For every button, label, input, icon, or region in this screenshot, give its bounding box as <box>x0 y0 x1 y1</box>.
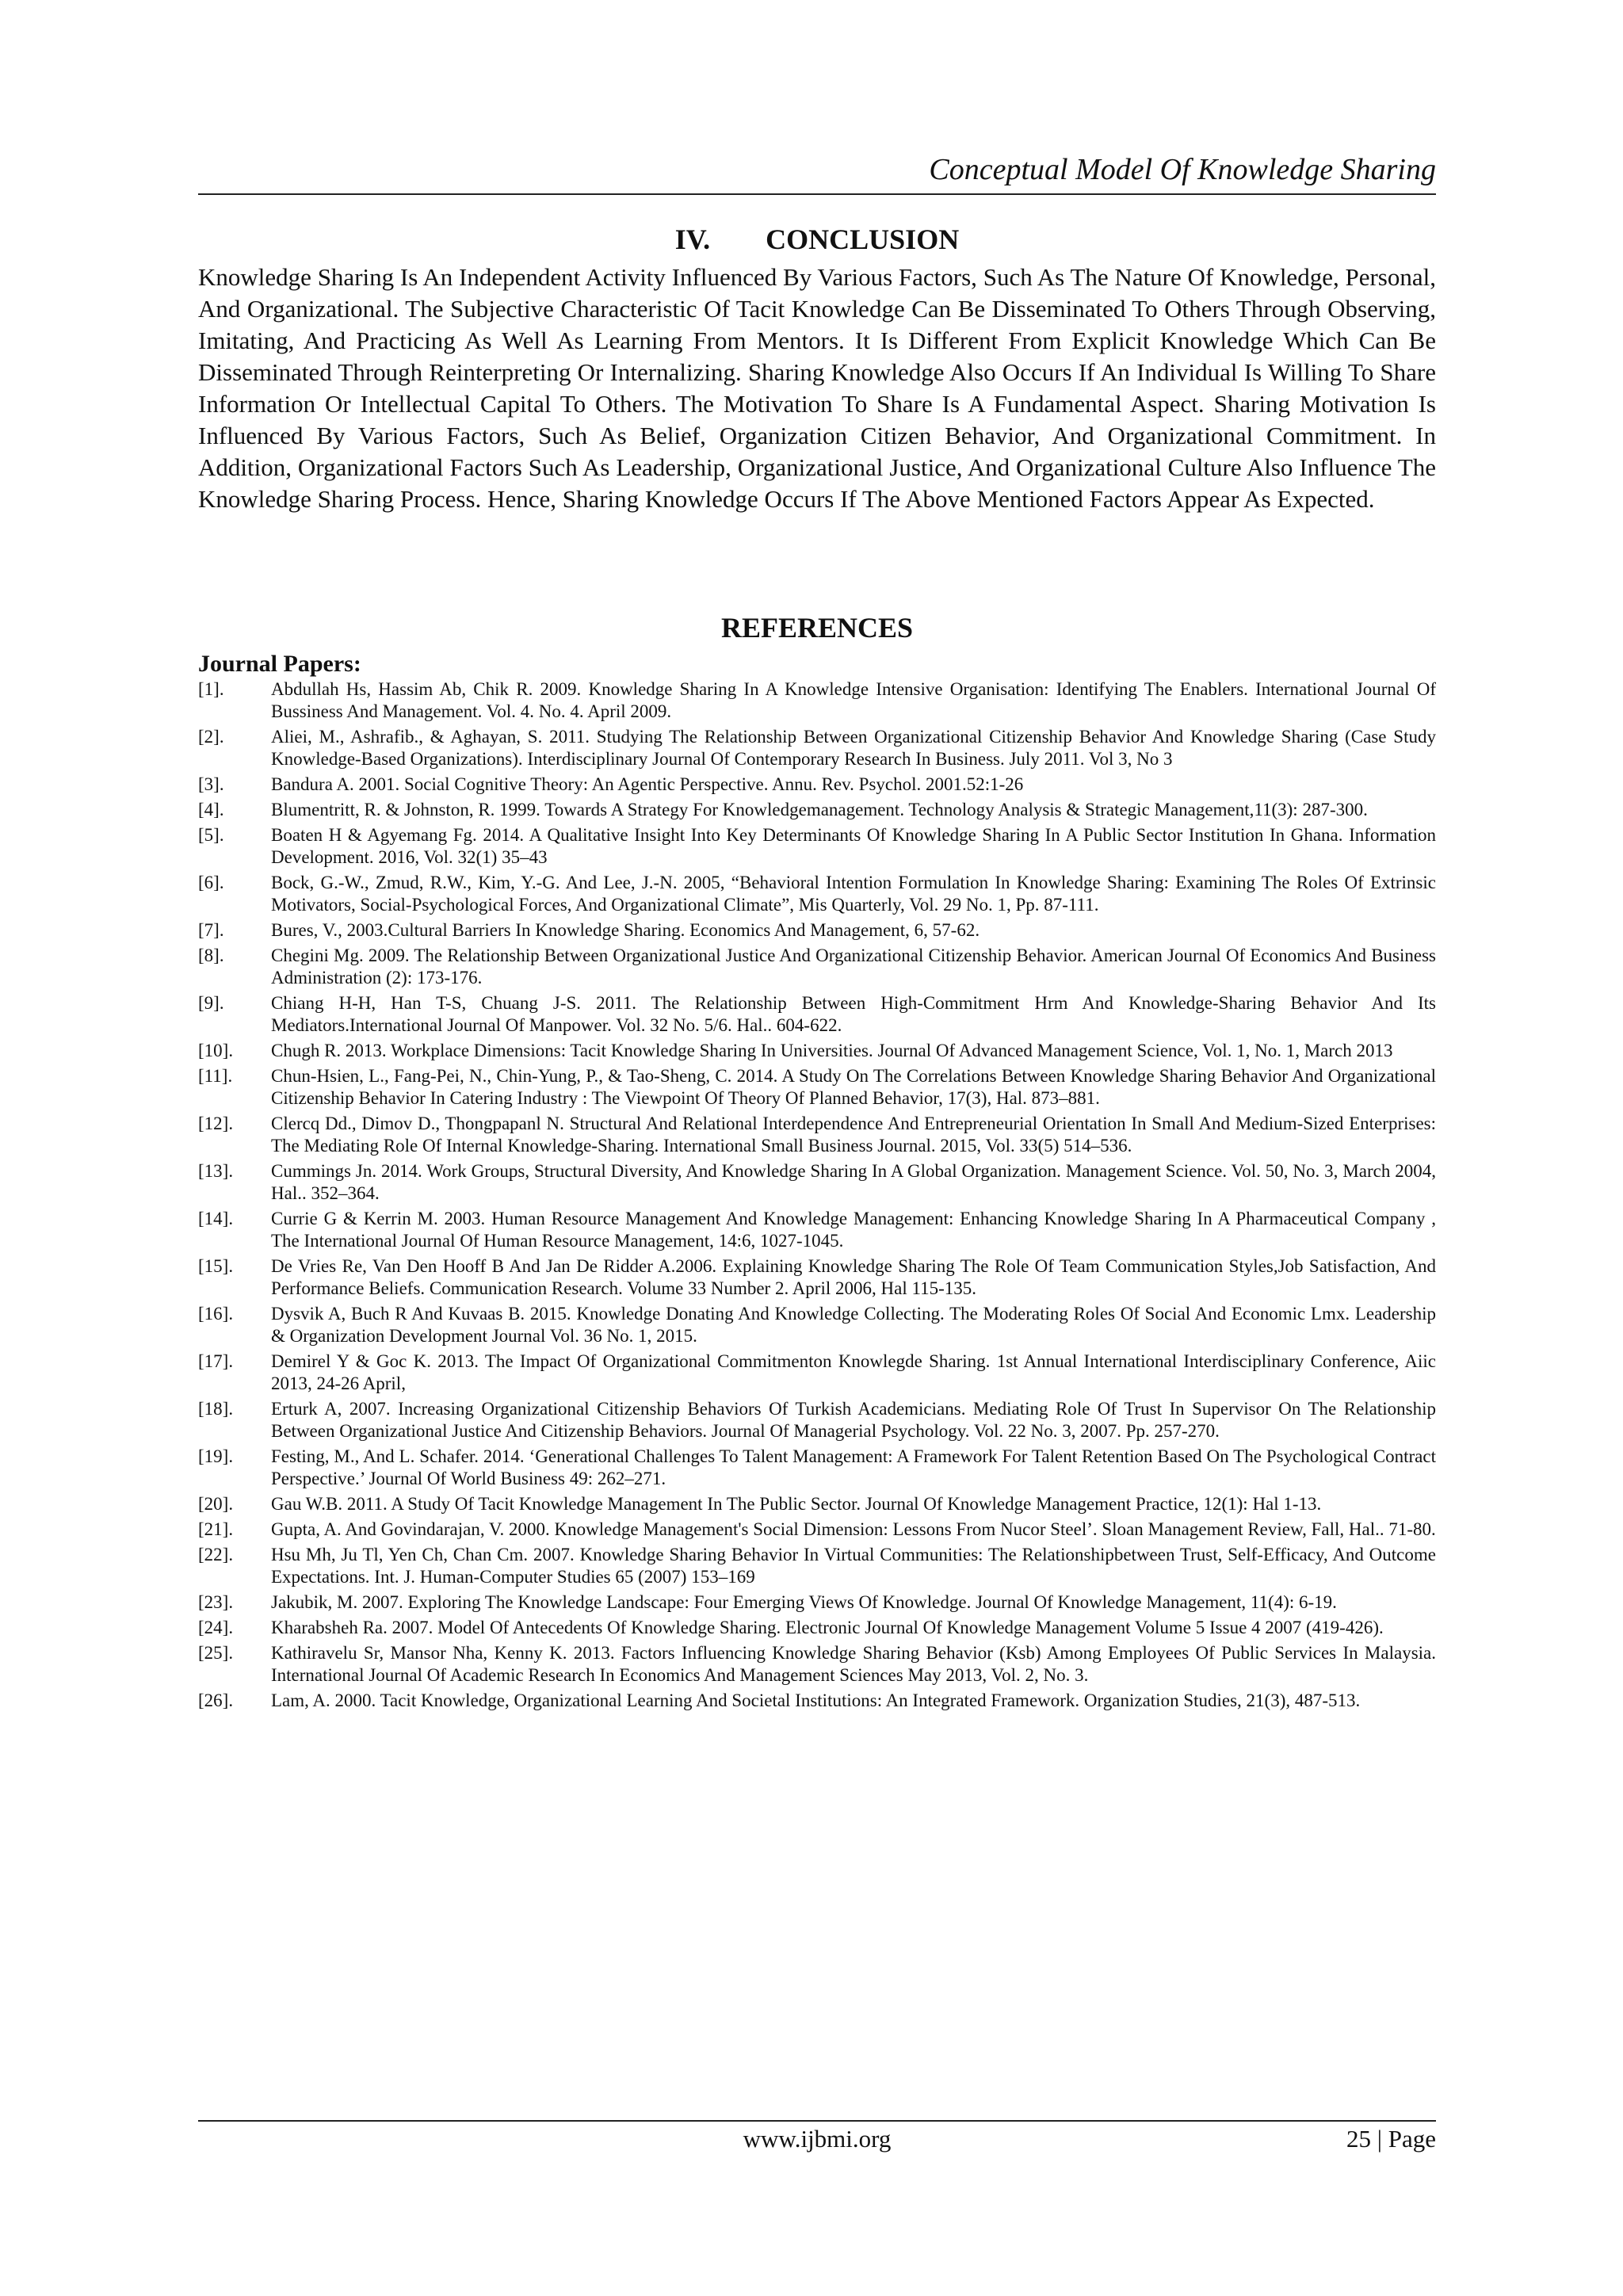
reference-item <box>198 1642 1436 1687</box>
reference-text: Bock, G.-W., Zmud, R.W., Kim, Y.-G. And Lee, J.-N. 2005, “Behavioral Intention Formulation In Knowledge Sharing: Examining The Roles Of Extrinsic Motivators, Social-Psychological Forces, And Organizational Climate”, Mis Quarterly, Vol. 29 No. 1, Pp. 87-111. <box>271 873 1436 915</box>
reference-item <box>198 1160 1436 1205</box>
reference-number: [5]. <box>198 825 224 845</box>
reference-item <box>198 1446 1436 1490</box>
reference-text: Kathiravelu Sr, Mansor Nha, Kenny K. 2013. Factors Influencing Knowledge Sharing Behavior (Ksb) Among Employees Of Public Services In Malaysia. International Journal Of Academic Research In Economics And Management Sciences May 2013, Vol. 2, No. 3. <box>271 1643 1436 1685</box>
reference-number: [12]. <box>198 1114 234 1133</box>
reference-item <box>198 799 1436 821</box>
reference-item <box>198 1040 1436 1062</box>
running-title: Conceptual Model Of Knowledge Sharing <box>929 153 1436 186</box>
reference-item <box>198 1591 1436 1614</box>
section-heading <box>198 222 1436 257</box>
reference-text: Jakubik, M. 2007. Exploring The Knowledge Landscape: Four Emerging Views Of Knowledge. Journal Of Knowledge Management, 11(4): 6-19. <box>271 1592 1337 1612</box>
reference-number: [22]. <box>198 1545 234 1564</box>
reference-number: [1]. <box>198 679 224 699</box>
journal-papers-subheading: Journal Papers: <box>198 651 361 677</box>
reference-item <box>198 1617 1436 1639</box>
reference-text: Chun-Hsien, L., Fang-Pei, N., Chin-Yung, P., & Tao-Sheng, C. 2014. A Study On The Correlations Between Knowledge Sharing Behavior And Organizational Citizenship Behavior In Catering Industry : The Viewpoint Of Theory Of Planned Behavior, 17(3), Hal. 873–881. <box>271 1066 1436 1108</box>
section-title: CONCLUSION <box>766 223 960 255</box>
reference-text: Demirel Y & Goc K. 2013. The Impact Of Organizational Commitmenton Knowlegde Sharing. 1st Annual International Interdisciplinary Conference, Aiic 2013, 24-26 April, <box>271 1351 1436 1393</box>
reference-item <box>198 1303 1436 1347</box>
reference-number: [9]. <box>198 993 224 1013</box>
reference-text: Chiang H-H, Han T-S, Chuang J-S. 2011. The Relationship Between High-Commitment Hrm And Knowledge-Sharing Behavior And Its Mediators.International Journal Of Manpower. Vol. 32 No. 5/6. Hal.. 604-622. <box>271 993 1436 1035</box>
reference-item <box>198 1690 1436 1712</box>
reference-text: De Vries Re, Van Den Hooff B And Jan De Ridder A.2006. Explaining Knowledge Sharing The Role Of Team Communication Styles,Job Satisfaction, And Performance Beliefs. Communication Research. Volume 33 Number 2. April 2006, Hal 115-135. <box>271 1256 1436 1298</box>
reference-number: [2]. <box>198 727 224 747</box>
reference-text: Clercq Dd., Dimov D., Thongpapanl N. Structural And Relational Interdependence And Entrepreneurial Orientation In Small And Medium-Sized Enterprises: The Mediating Role Of Internal Knowledge-Sharing. International Small Business Journal. 2015, Vol. 33(5) 514–536. <box>271 1114 1436 1156</box>
reference-text: Aliei, M., Ashrafib., & Aghayan, S. 2011. Studying The Relationship Between Organizational Citizenship Behavior And Knowledge Sharing (Case Study Knowledge-Based Organizations). Interdisciplinary Journal Of Contemporary Research In Business. July 2011. Vol 3, No 3 <box>271 727 1436 769</box>
reference-text: Gupta, A. And Govindarajan, V. 2000. Knowledge Management's Social Dimension: Lessons From Nucor Steel’. Sloan Management Review, Fall, Hal.. 71-80. <box>271 1519 1436 1539</box>
section-number: IV. <box>674 223 711 255</box>
footer-url[interactable]: www.ijbmi.org <box>743 2125 892 2153</box>
reference-item <box>198 726 1436 770</box>
reference-text: Gau W.B. 2011. A Study Of Tacit Knowledge Management In The Public Sector. Journal Of Knowledge Management Practice, 12(1): Hal 1-13. <box>271 1494 1322 1514</box>
reference-text: Chugh R. 2013. Workplace Dimensions: Tacit Knowledge Sharing In Universities. Journal Of Advanced Management Science, Vol. 1, No. 1, March 2013 <box>271 1041 1393 1060</box>
reference-number: [15]. <box>198 1256 234 1276</box>
reference-text: Erturk A, 2007. Increasing Organizational Citizenship Behaviors Of Turkish Academicians. Mediating Role Of Trust In Supervisor On The Relationship Between Organizational Justice And Citizenship Behaviors. Journal Of Managerial Psychology. Vol. 22 No. 3, 2007. Pp. 257-270. <box>271 1399 1436 1441</box>
reference-item <box>198 1065 1436 1110</box>
reference-item <box>198 945 1436 989</box>
reference-item <box>198 1255 1436 1300</box>
reference-item <box>198 678 1436 723</box>
header-rule <box>198 193 1436 195</box>
reference-number: [10]. <box>198 1041 234 1060</box>
reference-item <box>198 1350 1436 1395</box>
reference-number: [7]. <box>198 920 224 940</box>
reference-text: Lam, A. 2000. Tacit Knowledge, Organizational Learning And Societal Institutions: An Integrated Framework. Organization Studies, 21(3), 487-513. <box>271 1690 1361 1710</box>
reference-number: [19]. <box>198 1446 234 1466</box>
reference-number: [24]. <box>198 1618 234 1637</box>
reference-number: [20]. <box>198 1494 234 1514</box>
reference-text: Blumentritt, R. & Johnston, R. 1999. Towards A Strategy For Knowledgemanagement. Technology Analysis & Strategic Management,11(3): 287-300. <box>271 800 1368 819</box>
reference-number: [8]. <box>198 946 224 965</box>
reference-number: [16]. <box>198 1304 234 1324</box>
reference-number: [14]. <box>198 1209 234 1228</box>
reference-item <box>198 824 1436 869</box>
reference-item <box>198 1493 1436 1515</box>
reference-number: [17]. <box>198 1351 234 1371</box>
reference-item <box>198 1398 1436 1442</box>
reference-item <box>198 992 1436 1037</box>
reference-item <box>198 774 1436 796</box>
footer-rule <box>198 2120 1436 2122</box>
reference-number: [25]. <box>198 1643 234 1663</box>
reference-text: Currie G & Kerrin M. 2003. Human Resource Management And Knowledge Management: Enhancing Knowledge Sharing In A Pharmaceutical Company , The International Journal Of Human Resource Management, 14:6, 1027-1045. <box>271 1209 1436 1251</box>
reference-item <box>198 1208 1436 1252</box>
reference-number: [21]. <box>198 1519 234 1539</box>
reference-number: [3]. <box>198 774 224 794</box>
reference-text: Abdullah Hs, Hassim Ab, Chik R. 2009. Knowledge Sharing In A Knowledge Intensive Organisation: Identifying The Enablers. International Journal Of Bussiness And Management. Vol. 4. No. 4. April 2009. <box>271 679 1436 721</box>
reference-text: Festing, M., And L. Schafer. 2014. ‘Generational Challenges To Talent Management: A Framework For Talent Retention Based On The Psychological Contract Perspective.’ Journal Of World Business 49: 262–271. <box>271 1446 1436 1488</box>
conclusion-paragraph: Knowledge Sharing Is An Independent Activity Influenced By Various Factors, Such As The Nature Of Knowledge, Personal, And Organizational. The Subjective Characteristic Of Tacit Knowledge Can Be Disseminated To Others Through Observing, Imitating, And Practicing As Well As Learning From Mentors. It Is Different From Explicit Knowledge Which Can Be Disseminated Through Reinterpreting Or Internalizing. Sharing Knowledge Also Occurs If An Individual Is Willing To Share Information Or Intellectual Capital To Others. The Motivation To Share Is A Fundamental Aspect. Sharing Motivation Is Influenced By Various Factors, Such As Belief, Organization Citizen Behavior, And Organizational Commitment. In Addition, Organizational Factors Such As Leadership, Organizational Justice, And Organizational Culture Also Influence The Knowledge Sharing Process. Hence, Sharing Knowledge Occurs If The Above Mentioned Factors Appear As Expected. <box>198 263 1436 513</box>
reference-item <box>198 872 1436 916</box>
reference-number: [6]. <box>198 873 224 892</box>
reference-item <box>198 1544 1436 1588</box>
reference-number: [11]. <box>198 1066 233 1086</box>
reference-text: Hsu Mh, Ju Tl, Yen Ch, Chan Cm. 2007. Knowledge Sharing Behavior In Virtual Communities: The Relationshipbetween Trust, Self-Efficacy, And Outcome Expectations. Int. J. Human-Computer Studies 65 (2007) 153–169 <box>271 1545 1436 1587</box>
reference-item <box>198 1113 1436 1157</box>
reference-text: Cummings Jn. 2014. Work Groups, Structural Diversity, And Knowledge Sharing In A Global Organization. Management Science. Vol. 50, No. 3, March 2004, Hal.. 352–364. <box>271 1161 1436 1203</box>
reference-text: Chegini Mg. 2009. The Relationship Between Organizational Justice And Organizational Citizenship Behavior. American Journal Of Economics And Business Administration (2): 173-176. <box>271 946 1436 988</box>
reference-item <box>198 1519 1436 1541</box>
reference-text: Boaten H & Agyemang Fg. 2014. A Qualitative Insight Into Key Determinants Of Knowledge Sharing In A Public Sector Institution In Ghana. Information Development. 2016, Vol. 32(1) 35–43 <box>271 825 1436 867</box>
reference-number: [13]. <box>198 1161 234 1181</box>
reference-number: [23]. <box>198 1592 234 1612</box>
reference-number: [4]. <box>198 800 224 819</box>
reference-text: Dysvik A, Buch R And Kuvaas B. 2015. Knowledge Donating And Knowledge Collecting. The Moderating Roles Of Social And Economic Lmx. Leadership & Organization Development Journal Vol. 36 No. 1, 2015. <box>271 1304 1436 1346</box>
reference-number: [18]. <box>198 1399 234 1419</box>
reference-item <box>198 919 1436 942</box>
page-number: 25 | Page <box>1346 2125 1436 2153</box>
reference-text: Bandura A. 2001. Social Cognitive Theory: An Agentic Perspective. Annu. Rev. Psychol. 2001.52:1-26 <box>271 774 1024 794</box>
reference-list <box>198 678 1436 1715</box>
reference-number: [26]. <box>198 1690 234 1710</box>
references-heading: REFERENCES <box>720 612 914 644</box>
reference-text: Bures, V., 2003.Cultural Barriers In Knowledge Sharing. Economics And Management, 6, 57-62. <box>271 920 980 940</box>
reference-text: Kharabsheh Ra. 2007. Model Of Antecedents Of Knowledge Sharing. Electronic Journal Of Knowledge Management Volume 5 Issue 4 2007 (419-426). <box>271 1618 1384 1637</box>
